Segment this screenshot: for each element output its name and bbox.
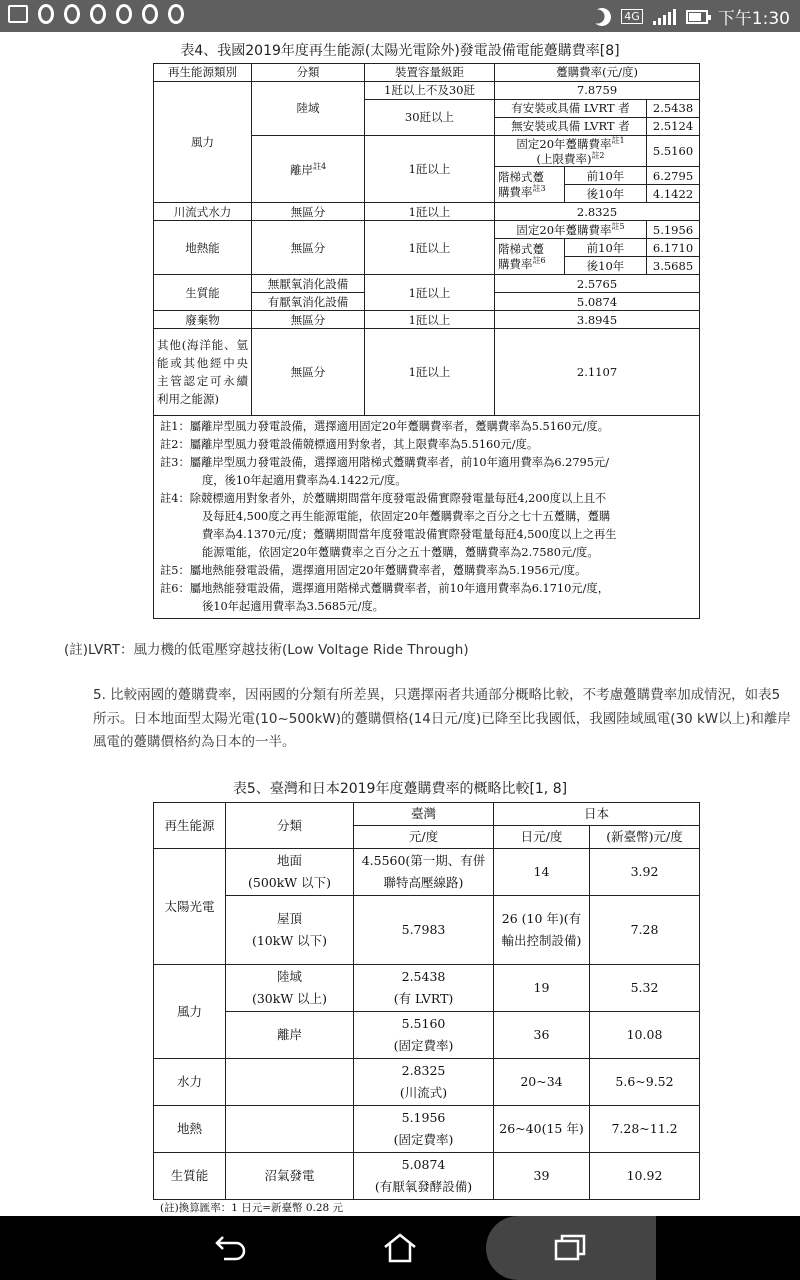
table-cell: 2.5124	[647, 118, 700, 136]
table5	[153, 802, 700, 1200]
table-cell-text: 地面	[276, 853, 302, 868]
table-cell: 7.28	[590, 896, 700, 965]
notification-dot-icon	[64, 4, 80, 24]
table-cell-text: 5.0874	[401, 1157, 446, 1172]
table-cell: 3.92	[590, 849, 700, 896]
table-cell-text: (500kW 以下)	[247, 875, 331, 890]
table-row	[154, 329, 700, 416]
table-cell: 後10年	[565, 185, 647, 203]
table-cell: 26~40(15 年)	[494, 1106, 590, 1153]
table-header: 分類	[252, 64, 365, 82]
table-cell: 30瓩以上	[365, 100, 495, 136]
table-cell-text: 陸域	[276, 969, 302, 984]
footnote-mark: 註4	[312, 161, 327, 171]
table-cell: 無安裝或具備 LVRT 者	[495, 118, 647, 136]
table-cell: 風力	[154, 82, 252, 203]
table-cell: 太陽光電	[154, 849, 226, 965]
table4	[153, 63, 700, 619]
table-cell: 26 (10 年)(有輸出控制設備)	[494, 896, 590, 965]
table-cell: 1瓩以上不及30瓩	[365, 82, 495, 100]
table-cell: 有厭氧消化設備	[252, 293, 365, 311]
recent-apps-icon	[553, 1233, 587, 1263]
table-cell: 1瓩以上	[365, 136, 495, 203]
note-4-cont: 費率為4.1370元/度；躉購期間當年度發電設備實際發電量每瓩4,500度以上之再生	[202, 528, 617, 542]
table-header: 元/度	[354, 826, 494, 849]
table-cell: 地熱能	[154, 221, 252, 275]
table-cell-text: 5.5160	[401, 1016, 446, 1031]
table-cell-text: (固定費率)	[393, 1038, 454, 1053]
footnote-mark: 註1	[611, 136, 625, 145]
table-cell	[226, 1106, 354, 1153]
table-cell-text: 離岸	[289, 162, 313, 177]
back-icon	[214, 1233, 248, 1263]
table-cell: 1瓩以上	[365, 275, 495, 311]
table-cell-text: 5.1956	[401, 1110, 446, 1125]
status-bar	[0, 0, 800, 32]
table-row	[154, 275, 700, 293]
table-cell: 3.8945	[495, 311, 700, 329]
table-cell	[226, 1059, 354, 1106]
table-cell: 地熱	[154, 1106, 226, 1153]
table-cell: 5.5160	[647, 136, 700, 167]
table-cell: 4.1422	[647, 185, 700, 203]
table-cell: 1瓩以上	[365, 329, 495, 416]
table-cell: 前10年	[565, 167, 647, 185]
table-header: 再生能源	[154, 803, 226, 849]
table-cell	[495, 239, 565, 275]
table-cell: 2.5438	[647, 100, 700, 118]
table-cell-text: 固定20年躉購費率	[516, 136, 612, 151]
battery-icon	[686, 10, 708, 24]
footnote-mark: 註2	[591, 151, 605, 161]
footnote-mark: 註5	[611, 222, 625, 232]
table-cell: 5.6~9.52	[590, 1059, 700, 1106]
table-cell-text: 階梯式躉	[498, 242, 544, 257]
table-row	[154, 82, 700, 100]
table-cell	[495, 167, 565, 203]
table-cell: 10.08	[590, 1012, 700, 1059]
note-6: 註6：屬地熱能發電設備，選擇適用階梯式躉購費率者，前10年適用費率為6.1710元/度，	[160, 582, 609, 596]
table-row	[154, 1106, 700, 1153]
table-cell	[226, 965, 354, 1012]
table-cell: 5.32	[590, 965, 700, 1012]
table-cell-text: 購費率	[498, 185, 533, 200]
table-cell-text: 2.5438	[401, 969, 446, 984]
table-cell: 14	[494, 849, 590, 896]
table-cell: 後10年	[565, 257, 647, 275]
table-cell-text: (上限費率)	[536, 152, 592, 167]
table-cell: 有安裝或具備 LVRT 者	[495, 100, 647, 118]
table-cell-text: 固定20年躉購費率	[516, 223, 612, 238]
table-cell: 19	[494, 965, 590, 1012]
table-cell: 36	[494, 1012, 590, 1059]
table-header: 裝置容量級距	[365, 64, 495, 82]
table-cell: 6.1710	[647, 239, 700, 257]
table-cell: 3.5685	[647, 257, 700, 275]
table-cell	[354, 965, 494, 1012]
table-cell: 20~34	[494, 1059, 590, 1106]
footnote-mark: 註3	[532, 184, 546, 194]
table-cell: 5.7983	[354, 896, 494, 965]
table-cell: 離岸	[226, 1012, 354, 1059]
notification-dot-icon	[90, 4, 106, 24]
table-cell-text: (有 LVRT)	[393, 991, 454, 1006]
table-row	[154, 203, 700, 221]
table-cell-text: (有厭氧發酵設備)	[374, 1179, 473, 1194]
table-cell: 1瓩以上	[365, 311, 495, 329]
table-cell: 無厭氧消化設備	[252, 275, 365, 293]
table-cell: 2.8325	[495, 203, 700, 221]
table-row	[154, 1059, 700, 1106]
table-row	[154, 1153, 700, 1200]
table-notes-row	[154, 416, 700, 619]
note-4-cont: 能源電能，依固定20年躉購費率之百分之五十躉購，躉購費率為2.7580元/度。	[202, 546, 599, 560]
table-cell: 生質能	[154, 275, 252, 311]
note-5: 註5：屬地熱能發電設備，選擇適用固定20年躉購費率者，躉購費率為5.1956元/度。	[160, 564, 587, 578]
clock: 下午1:30	[717, 9, 790, 29]
table-header: 躉購費率(元/度)	[495, 64, 700, 82]
gallery-notification-icon	[8, 5, 28, 23]
table-cell: 1瓩以上	[365, 221, 495, 275]
table-cell: 2.1107	[495, 329, 700, 416]
note-4: 註4：除競標適用對象者外，於躉購期間當年度發電設備實際發電量每瓩4,200度以上且不	[160, 492, 607, 506]
notification-dot-icon	[168, 4, 184, 24]
note-4-cont: 及每瓩4,500度之再生能源電能，依固定20年躉購費率之百分之七十五躉購，躉購	[202, 510, 611, 524]
note-2: 註2：屬離岸型風力發電設備競標適用對象者，其上限費率為5.5160元/度。	[160, 438, 539, 452]
table-cell	[495, 136, 647, 167]
table-cell: 無區分	[252, 203, 365, 221]
table-cell-text: 階梯式躉	[498, 170, 544, 185]
signal-icon	[653, 9, 676, 25]
table-header: 日本	[494, 803, 700, 826]
home-button[interactable]	[365, 1216, 435, 1280]
table-cell: 陸域	[252, 82, 365, 136]
home-icon	[382, 1232, 418, 1264]
table-cell	[495, 221, 647, 239]
table-cell-text: (30kW 以上)	[251, 991, 328, 1006]
notification-dot-icon	[38, 4, 54, 24]
body-paragraph: 5. 比較兩國的躉購費率，因兩國的分類有所差異，只選擇兩者共通部分概略比較，不考慮躉購費率加成情況，如表5所示。日本地面型太陽光電(10~500kW)的躉購價格(14日元/度)已降至比我國低，我國陸域風電(30 kW以上)和離岸風電的躉購價格約為日本的一半。	[93, 687, 791, 750]
table-row	[154, 896, 700, 965]
table-cell: 7.28~11.2	[590, 1106, 700, 1153]
table-header: 臺灣	[354, 803, 494, 826]
table-cell-text: (10kW 以下)	[251, 933, 328, 948]
table-cell: 廢棄物	[154, 311, 252, 329]
table-row	[154, 965, 700, 1012]
table-cell: 無區分	[252, 221, 365, 275]
table-cell: 39	[494, 1153, 590, 1200]
table-cell-text: (固定費率)	[393, 1132, 454, 1147]
table-cell: 無區分	[252, 329, 365, 416]
notification-dot-icon	[142, 4, 158, 24]
table5-footnote: (註)換算匯率：1 日元=新臺幣 0.28 元	[160, 1202, 344, 1214]
back-button[interactable]	[196, 1216, 266, 1280]
table-cell: 6.2795	[647, 167, 700, 185]
table-header: 再生能源類別	[154, 64, 252, 82]
table-row	[154, 849, 700, 896]
table-notes	[154, 416, 700, 619]
table-cell	[226, 896, 354, 965]
network-type-badge: 4G	[621, 9, 643, 24]
note-3: 註3：屬離岸型風力發電設備，選擇適用階梯式躉購費率者，前10年適用費率為6.2795元/	[160, 456, 609, 470]
table-cell	[354, 1012, 494, 1059]
table-cell: 2.5765	[495, 275, 700, 293]
table-cell: 其他(海洋能、氫能或其他經中央主管認定可永續利用之能源)	[154, 329, 252, 416]
table-cell	[354, 1153, 494, 1200]
table-row	[154, 803, 700, 826]
table4-title: 表4、我國2019年度再生能源(太陽光電除外)發電設備電能躉購費率[8]	[180, 43, 620, 59]
table-cell	[226, 849, 354, 896]
note-6-cont: 後10年起適用費率為3.5685元/度。	[202, 600, 384, 614]
table-cell: 4.5560(第一期、有併聯特高壓線路)	[354, 849, 494, 896]
note-1: 註1：屬離岸型風力發電設備，選擇適用固定20年躉購費率者，躉購費率為5.5160元/度。	[160, 420, 609, 434]
table-row	[154, 64, 700, 82]
table-cell: 7.8759	[495, 82, 700, 100]
table-row	[154, 311, 700, 329]
table-cell: 生質能	[154, 1153, 226, 1200]
table-cell: 1瓩以上	[365, 203, 495, 221]
table-row	[154, 221, 700, 239]
lvrt-footnote: (註)LVRT：風力機的低電壓穿越技術(Low Voltage Ride Through)	[64, 642, 469, 658]
table-cell: 風力	[154, 965, 226, 1059]
table5-title: 表5、臺灣和日本2019年度躉購費率的概略比較[1, 8]	[232, 781, 568, 797]
table-cell	[354, 1106, 494, 1153]
table-cell-text: 2.8325	[401, 1063, 446, 1078]
notification-dot-icon	[116, 4, 132, 24]
recent-apps-button[interactable]	[535, 1216, 605, 1280]
table-cell: 5.1956	[647, 221, 700, 239]
table-cell-text: 購費率	[498, 257, 533, 272]
do-not-disturb-icon	[591, 5, 614, 28]
table-header: (新臺幣)元/度	[590, 826, 700, 849]
table-cell: 前10年	[565, 239, 647, 257]
table-cell: 沼氣發電	[226, 1153, 354, 1200]
footnote-mark: 註6	[532, 256, 546, 266]
table-header: 分類	[226, 803, 354, 849]
note-3-cont: 度，後10年起適用費率為4.1422元/度。	[202, 474, 407, 488]
table-cell: 水力	[154, 1059, 226, 1106]
table-cell: 5.0874	[495, 293, 700, 311]
table-cell	[354, 1059, 494, 1106]
table-header: 日元/度	[494, 826, 590, 849]
table-cell: 川流式水力	[154, 203, 252, 221]
table-cell	[252, 136, 365, 203]
table-cell-text: 屋頂	[276, 911, 302, 926]
table-cell: 無區分	[252, 311, 365, 329]
table-cell-text: (川流式)	[399, 1085, 448, 1100]
table-cell: 10.92	[590, 1153, 700, 1200]
table-row	[154, 1012, 700, 1059]
